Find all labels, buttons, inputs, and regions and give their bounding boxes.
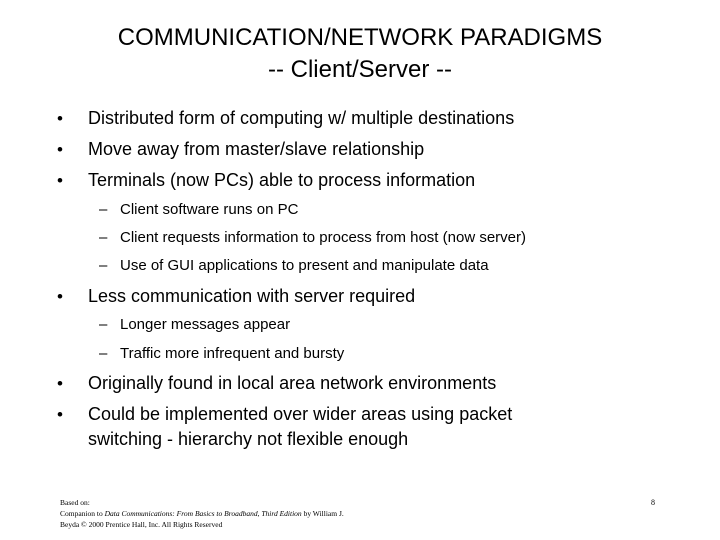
bullet-text: Move away from master/slave relationship — [88, 139, 425, 159]
sub-bullet-text: Longer messages appear — [120, 316, 291, 333]
slide-title-line1: COMMUNICATION/NETWORK PARADIGMS — [117, 24, 603, 51]
sub-bullet-marker: – — [99, 345, 108, 362]
sub-bullet-text: Use of GUI applications to present and manipulate data — [120, 257, 489, 274]
citation-prefix: Companion to — [60, 509, 105, 518]
citation-book-title: Data Communications: From Basics to Broadband, Third Edition — [104, 509, 302, 518]
sub-bullet-text: Traffic more infrequent and bursty — [120, 345, 345, 362]
citation-line2 — [60, 508, 344, 519]
citation-line3: Beyda © 2000 Prentice Hall, Inc. All Rights Reserved — [60, 520, 223, 529]
citation-line1: Based on: — [60, 498, 90, 507]
bullet-marker: • — [57, 287, 63, 306]
slide-title-line2: -- Client/Server -- — [267, 56, 453, 83]
bullet-marker: • — [57, 374, 63, 393]
bullet-marker: • — [57, 405, 63, 424]
sub-bullet-marker: – — [99, 257, 108, 274]
citation-suffix: by William J. — [301, 509, 344, 518]
sub-bullet-marker: – — [99, 201, 108, 218]
sub-bullet-text: Client software runs on PC — [120, 201, 299, 218]
bullet-text: Less communication with server required — [88, 286, 416, 306]
bullet-text-line1: Could be implemented over wider areas using packet — [88, 404, 513, 424]
bullet-marker: • — [57, 109, 63, 128]
sub-bullet-marker: – — [99, 316, 108, 333]
citation-footer — [60, 497, 344, 530]
bullet-text-line2: switching - hierarchy not flexible enough — [88, 429, 409, 449]
bullet-text: Originally found in local area network environments — [88, 373, 497, 393]
slide-title — [0, 22, 720, 86]
page-number: 8 — [651, 498, 655, 507]
sub-bullet-marker: – — [99, 229, 108, 246]
bullet-text: Distributed form of computing w/ multiple destinations — [88, 108, 515, 128]
bullet-text: Terminals (now PCs) able to process information — [88, 170, 476, 190]
sub-bullet-text: Client requests information to process from host (now server) — [120, 229, 526, 246]
bullet-marker: • — [57, 140, 63, 159]
bullet-marker: • — [57, 171, 63, 190]
